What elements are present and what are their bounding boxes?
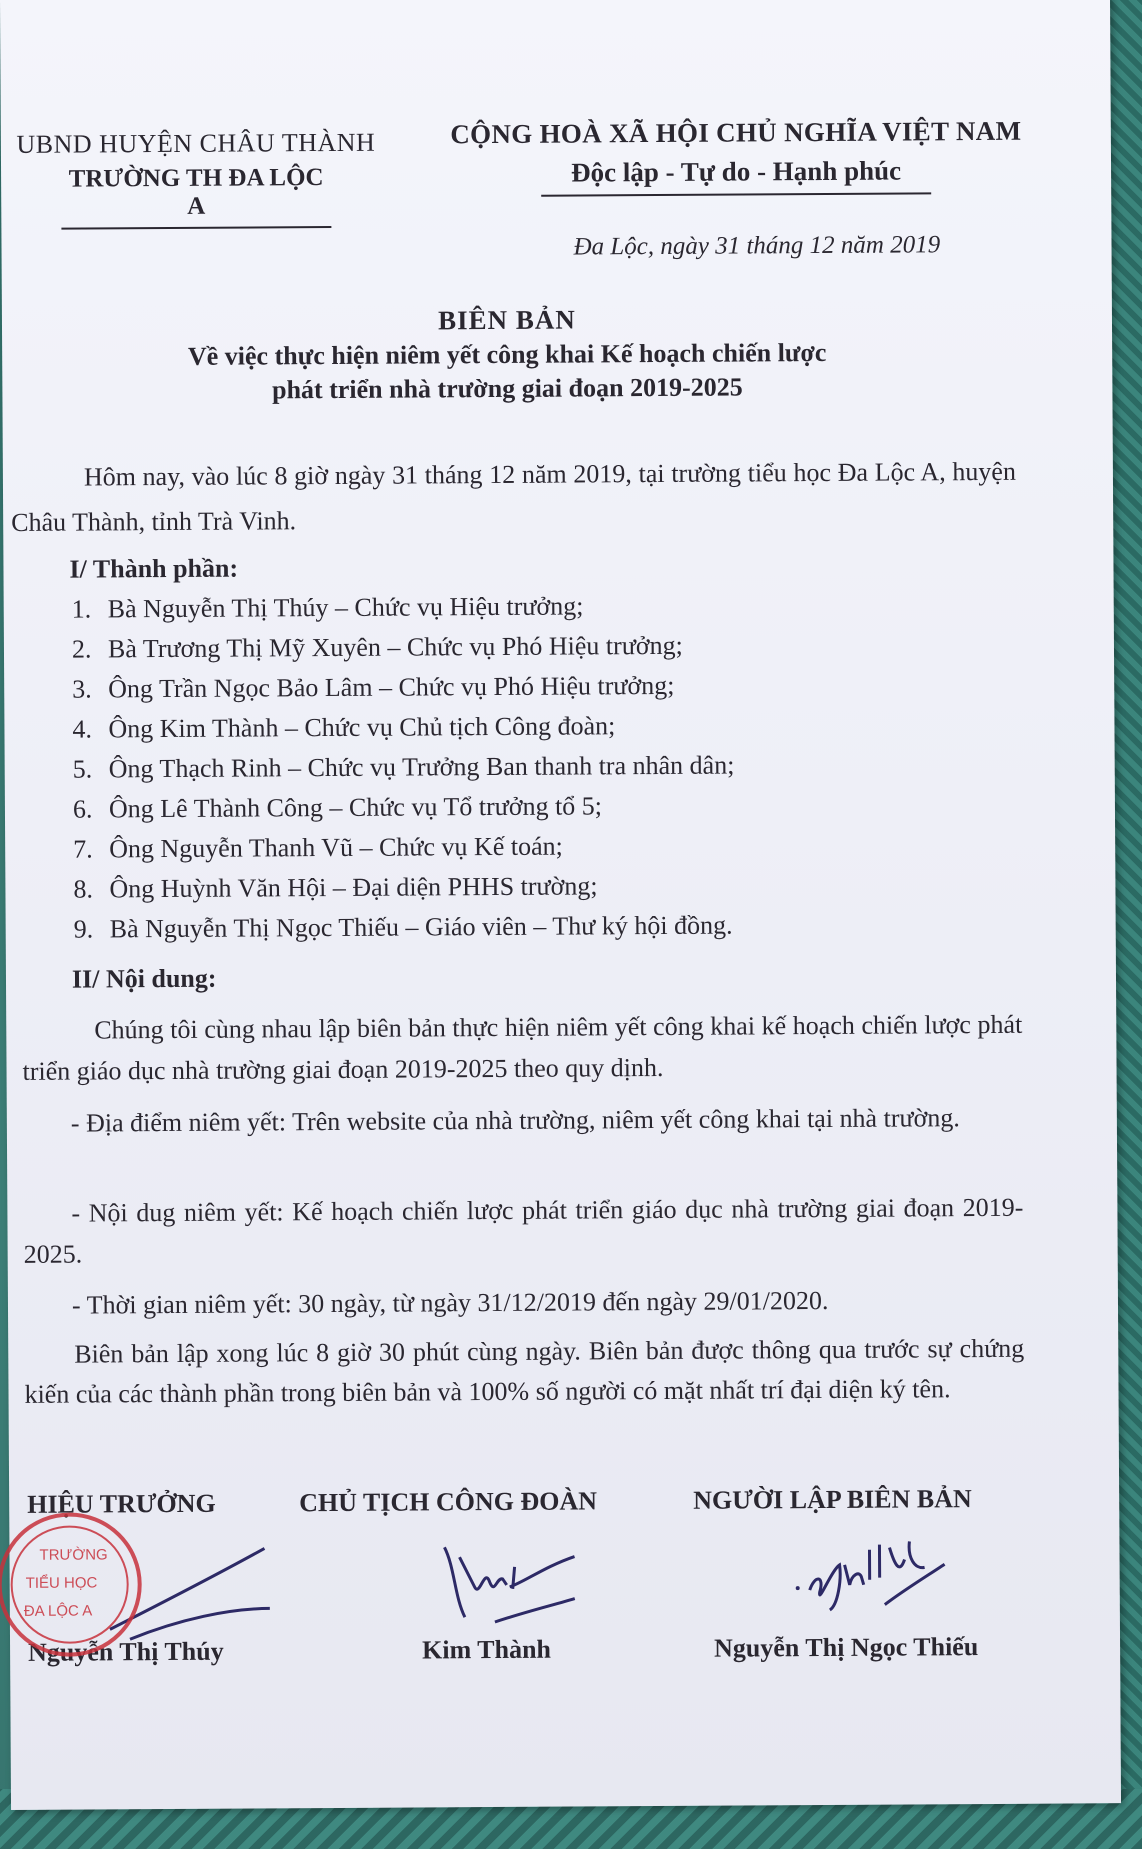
list-item: 7. Ông Nguyễn Thanh Vũ – Chức vụ Kế toán; (73, 831, 563, 864)
content-paragraph-2: - Địa điểm niêm yết: Trên website của nhà trường, niêm yết công khai tại nhà trường. (70, 1103, 960, 1138)
content-paragraph-5: Biên bản lập xong lúc 8 giờ 30 phút cùng ngày. Biên bản được thông qua trước sự chứng kiến của các thành phần trong biên bản và 100% số người có mặt nhất trí đại diện ký tên. (24, 1333, 1025, 1409)
org-line-2: TRƯỜNG TH ĐA LỘC A (61, 164, 331, 230)
document-title (2, 302, 1013, 407)
list-item: 8. Ông Huỳnh Văn Hội – Đại diện PHHS trường; (73, 871, 598, 904)
principal-name: Nguyễn Thị Thúy (28, 1636, 224, 1667)
union-name: Kim Thành (421, 1634, 552, 1665)
header-organization (11, 128, 382, 230)
principal-title: HIỆU TRƯỞNG (27, 1488, 216, 1519)
nation-motto: Độc lập - Tự do - Hạnh phúc (541, 155, 931, 196)
stamp-text-3: ĐA LỘC A (23, 1602, 93, 1620)
list-item: 1. Bà Nguyễn Thị Thúy – Chức vụ Hiệu trưởng; (71, 591, 584, 624)
title-line-3: phát triển nhà trường giai đoạn 2019-2025 (271, 372, 743, 405)
org-line-1: UBND HUYỆN CHÂU THÀNH (16, 127, 376, 159)
header-nation (441, 116, 1031, 198)
content-paragraph-4: - Thời gian niêm yết: 30 ngày, từ ngày 31/12/2019 đến ngày 29/01/2020. (71, 1285, 829, 1320)
school-stamp-icon (0, 1504, 150, 1665)
recorder-signature-icon (789, 1529, 950, 1630)
list-item: 3. Ông Trần Ngọc Bảo Lâm – Chức vụ Phó Hiệu trưởng; (72, 670, 675, 704)
title-line-2: Về việc thực hiện niêm yết công khai Kế hoạch chiến lược (187, 337, 827, 371)
section-2-heading: II/ Nội dung: (71, 963, 217, 994)
content-paragraph-3: - Nội dug niêm yết: Kế hoạch chiến lược phát triển giáo dục nhà trường giai đoạn 2019-2025. (23, 1192, 1024, 1269)
date-line: Đa Lộc, ngày 31 tháng 12 năm 2019 (573, 231, 941, 261)
list-item: 4. Ông Kim Thành – Chức vụ Chủ tịch Công đoàn; (72, 711, 616, 744)
content-paragraph-1: Chúng tôi cùng nhau lập biên bản thực hiện niêm yết công khai kế hoạch chiến lược phát triển giáo dục nhà trường giai đoạn 2019-2025 theo quy dịnh. (22, 1009, 1023, 1086)
list-item: 6. Ông Lê Thành Công – Chức vụ Tổ trưởng tổ 5; (72, 791, 603, 824)
section-1-heading: I/ Thành phần: (69, 553, 239, 584)
stamp-text-1: TRƯỜNG (39, 1546, 108, 1564)
list-item: 9. Bà Nguyễn Thị Ngọc Thiếu – Giáo viên – Thư ký hội đồng. (73, 910, 733, 944)
intro-paragraph: Hôm nay, vào lúc 8 giờ ngày 31 tháng 12 năm 2019, tại trường tiểu học Đa Lộc A, huyện Châu Thành, tỉnh Trà Vinh. (11, 456, 1016, 537)
recorder-name: Nguyễn Thị Ngọc Thiếu (713, 1632, 979, 1663)
title-line-1: BIÊN BẢN (437, 304, 576, 336)
nation-line-1: CỘNG HOÀ XÃ HỘI CHỦ NGHĨA VIỆT NAM (450, 115, 1022, 150)
stamp-text-2: TIỂU HỌC (25, 1574, 98, 1592)
union-title: CHỦ TỊCH CÔNG ĐOÀN (299, 1486, 598, 1518)
members-list (72, 586, 736, 950)
list-item: 5. Ông Thạch Rinh – Chức vụ Trưởng Ban thanh tra nhân dân; (72, 750, 735, 784)
recorder-title: NGƯỜI LẬP BIÊN BẢN (693, 1484, 972, 1515)
list-item: 2. Bà Trương Thị Mỹ Xuyên – Chức vụ Phó Hiệu trưởng; (71, 630, 683, 664)
union-signature-icon (434, 1526, 585, 1637)
